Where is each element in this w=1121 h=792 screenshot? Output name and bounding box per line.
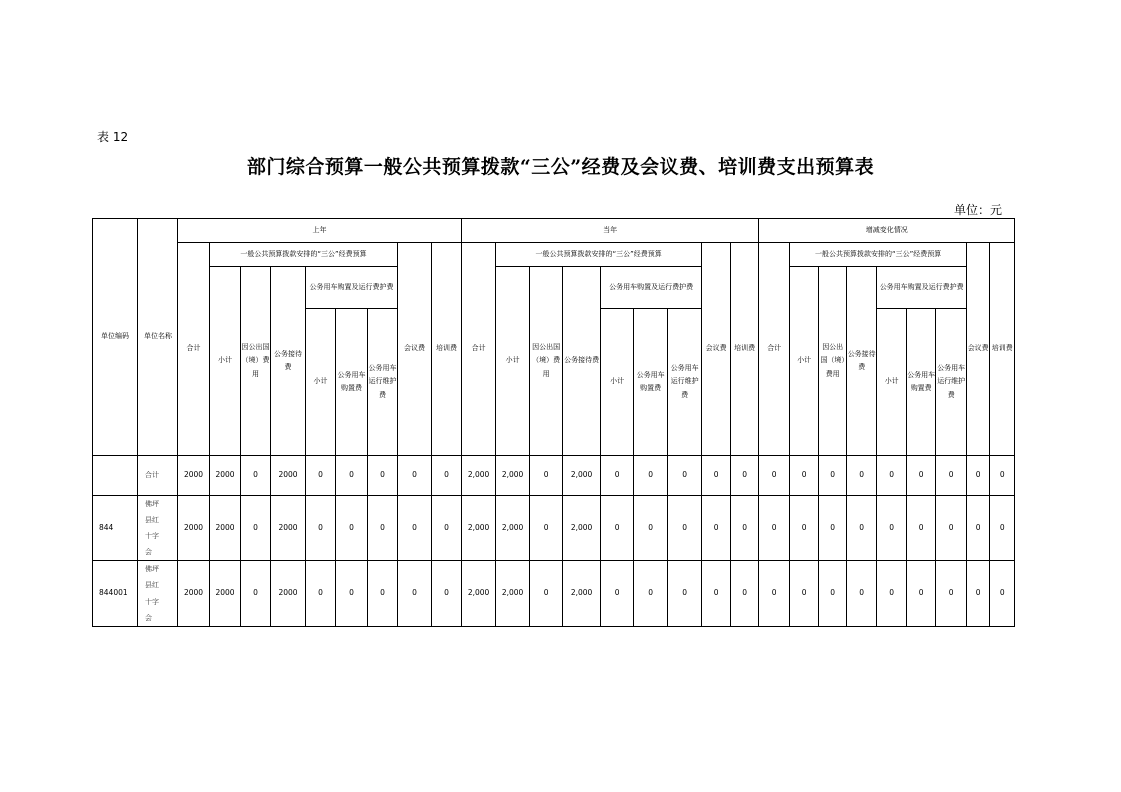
header-training: 培训费 xyxy=(990,243,1015,456)
value-cell: 0 xyxy=(847,496,877,561)
value-cell: 2,000 xyxy=(563,496,601,561)
value-cell: 0 xyxy=(634,561,668,626)
value-cell: 2000 xyxy=(210,561,241,626)
value-cell: 0 xyxy=(432,561,462,626)
value-cell: 0 xyxy=(601,456,634,496)
value-cell: 0 xyxy=(368,561,398,626)
value-cell: 0 xyxy=(819,456,847,496)
value-cell: 0 xyxy=(530,496,563,561)
value-cell: 2,000 xyxy=(496,456,530,496)
value-cell: 2,000 xyxy=(496,496,530,561)
header-vehicle-group: 公务用车购置及运行费护费 xyxy=(877,267,967,309)
value-cell: 0 xyxy=(759,456,790,496)
value-cell: 2,000 xyxy=(563,456,601,496)
unit-label: 单位：元 xyxy=(953,203,1002,217)
value-cell: 0 xyxy=(432,456,462,496)
value-cell: 0 xyxy=(759,561,790,626)
header-total: 合计 xyxy=(462,243,496,456)
value-cell: 0 xyxy=(702,561,731,626)
unit-name-cell: 佛坪县红十字会 xyxy=(138,496,178,561)
header-vehicle-group: 公务用车购置及运行费护费 xyxy=(306,267,398,309)
value-cell: 0 xyxy=(990,496,1015,561)
header-vehicle-operation: 公务用车运行维护费 xyxy=(668,309,702,456)
value-cell: 0 xyxy=(819,496,847,561)
value-cell: 0 xyxy=(907,561,936,626)
value-cell: 0 xyxy=(530,456,563,496)
value-cell: 0 xyxy=(668,496,702,561)
header-meeting: 会议费 xyxy=(398,243,432,456)
value-cell: 2,000 xyxy=(462,456,496,496)
header-reception: 公务接待费 xyxy=(271,267,306,456)
header-subtotal: 小计 xyxy=(306,309,336,456)
value-cell: 0 xyxy=(368,496,398,561)
value-cell: 2,000 xyxy=(496,561,530,626)
value-cell: 0 xyxy=(759,496,790,561)
header-abroad: 因公出国（境）费用 xyxy=(241,267,271,456)
value-cell: 0 xyxy=(336,456,368,496)
table-number: 表 12 xyxy=(97,130,129,144)
table-row xyxy=(93,561,1015,626)
header-meeting: 会议费 xyxy=(967,243,990,456)
value-cell: 0 xyxy=(398,496,432,561)
header-subtotal: 小计 xyxy=(210,267,241,456)
value-cell: 0 xyxy=(601,561,634,626)
value-cell: 2,000 xyxy=(563,561,601,626)
value-cell: 0 xyxy=(990,456,1015,496)
header-unit-code: 单位编码 xyxy=(93,219,138,456)
value-cell: 0 xyxy=(368,456,398,496)
value-cell: 0 xyxy=(990,561,1015,626)
value-cell: 0 xyxy=(790,456,819,496)
value-cell: 0 xyxy=(398,456,432,496)
value-cell: 0 xyxy=(530,561,563,626)
header-vehicle-purchase: 公务用车购置费 xyxy=(336,309,368,456)
value-cell: 0 xyxy=(398,561,432,626)
header-total: 合计 xyxy=(759,243,790,456)
unit-code-cell xyxy=(93,456,138,496)
header-meeting: 会议费 xyxy=(702,243,731,456)
value-cell: 2000 xyxy=(271,496,306,561)
value-cell: 0 xyxy=(847,456,877,496)
value-cell: 0 xyxy=(819,561,847,626)
value-cell: 2000 xyxy=(178,561,210,626)
value-cell: 0 xyxy=(668,456,702,496)
unit-code-cell: 844001 xyxy=(93,561,138,626)
header-subtotal: 小计 xyxy=(496,267,530,456)
unit-name-cell: 合计 xyxy=(138,456,178,496)
value-cell: 0 xyxy=(241,456,271,496)
header-vehicle-operation: 公务用车运行维护费 xyxy=(368,309,398,456)
value-cell: 2000 xyxy=(210,456,241,496)
table-row xyxy=(93,496,1015,561)
value-cell: 0 xyxy=(790,561,819,626)
value-cell: 2000 xyxy=(210,496,241,561)
header-vehicle-purchase: 公务用车购置费 xyxy=(634,309,668,456)
value-cell: 0 xyxy=(877,561,907,626)
value-cell: 0 xyxy=(731,496,759,561)
value-cell: 0 xyxy=(306,561,336,626)
budget-table xyxy=(92,218,1015,627)
header-subtotal: 小计 xyxy=(877,309,907,456)
header-group-current-year: 当年 xyxy=(462,219,759,243)
header-vehicle-group: 公务用车购置及运行费护费 xyxy=(601,267,702,309)
header-vehicle-operation: 公务用车运行维护费 xyxy=(936,309,967,456)
value-cell: 0 xyxy=(306,496,336,561)
value-cell: 0 xyxy=(967,456,990,496)
value-cell: 0 xyxy=(731,561,759,626)
header-subtotal: 小计 xyxy=(601,309,634,456)
value-cell: 0 xyxy=(634,496,668,561)
table-row xyxy=(93,456,1015,496)
value-cell: 0 xyxy=(241,496,271,561)
header-training: 培训费 xyxy=(731,243,759,456)
value-cell: 0 xyxy=(967,561,990,626)
header-sangong: 一般公共预算拨款安排的“三公”经费预算 xyxy=(210,243,398,267)
page-title: 部门综合预算一般公共预算拨款“三公”经费及会议费、培训费支出预算表 xyxy=(246,156,875,178)
header-sangong: 一般公共预算拨款安排的“三公”经费预算 xyxy=(790,243,967,267)
header-sangong: 一般公共预算拨款安排的“三公”经费预算 xyxy=(496,243,702,267)
header-reception: 公务接待费 xyxy=(563,267,601,456)
value-cell: 2,000 xyxy=(462,496,496,561)
value-cell: 0 xyxy=(936,561,967,626)
value-cell: 0 xyxy=(306,456,336,496)
value-cell: 0 xyxy=(936,456,967,496)
value-cell: 2,000 xyxy=(462,561,496,626)
value-cell: 0 xyxy=(601,496,634,561)
value-cell: 0 xyxy=(702,496,731,561)
header-unit-name: 单位名称 xyxy=(138,219,178,456)
value-cell: 0 xyxy=(907,456,936,496)
value-cell: 0 xyxy=(907,496,936,561)
value-cell: 0 xyxy=(336,496,368,561)
value-cell: 0 xyxy=(877,496,907,561)
header-total: 合计 xyxy=(178,243,210,456)
value-cell: 0 xyxy=(241,561,271,626)
value-cell: 0 xyxy=(967,496,990,561)
header-group-prev-year: 上年 xyxy=(178,219,462,243)
value-cell: 0 xyxy=(634,456,668,496)
table-body xyxy=(93,456,1015,627)
header-subtotal: 小计 xyxy=(790,267,819,456)
unit-name-cell: 佛坪县红十字会 xyxy=(138,561,178,626)
value-cell: 0 xyxy=(668,561,702,626)
value-cell: 0 xyxy=(790,496,819,561)
value-cell: 0 xyxy=(702,456,731,496)
header-training: 培训费 xyxy=(432,243,462,456)
header-group-change: 增减变化情况 xyxy=(759,219,1015,243)
value-cell: 2000 xyxy=(271,456,306,496)
header-vehicle-purchase: 公务用车购置费 xyxy=(907,309,936,456)
value-cell: 0 xyxy=(336,561,368,626)
value-cell: 0 xyxy=(936,496,967,561)
value-cell: 0 xyxy=(432,496,462,561)
value-cell: 0 xyxy=(877,456,907,496)
value-cell: 2000 xyxy=(178,456,210,496)
unit-code-cell: 844 xyxy=(93,496,138,561)
header-abroad: 因公出国（境）费用 xyxy=(819,267,847,456)
value-cell: 0 xyxy=(731,456,759,496)
value-cell: 0 xyxy=(847,561,877,626)
header-reception: 公务接待费 xyxy=(847,267,877,456)
value-cell: 2000 xyxy=(178,496,210,561)
header-abroad: 因公出国（境）费用 xyxy=(530,267,563,456)
value-cell: 2000 xyxy=(271,561,306,626)
